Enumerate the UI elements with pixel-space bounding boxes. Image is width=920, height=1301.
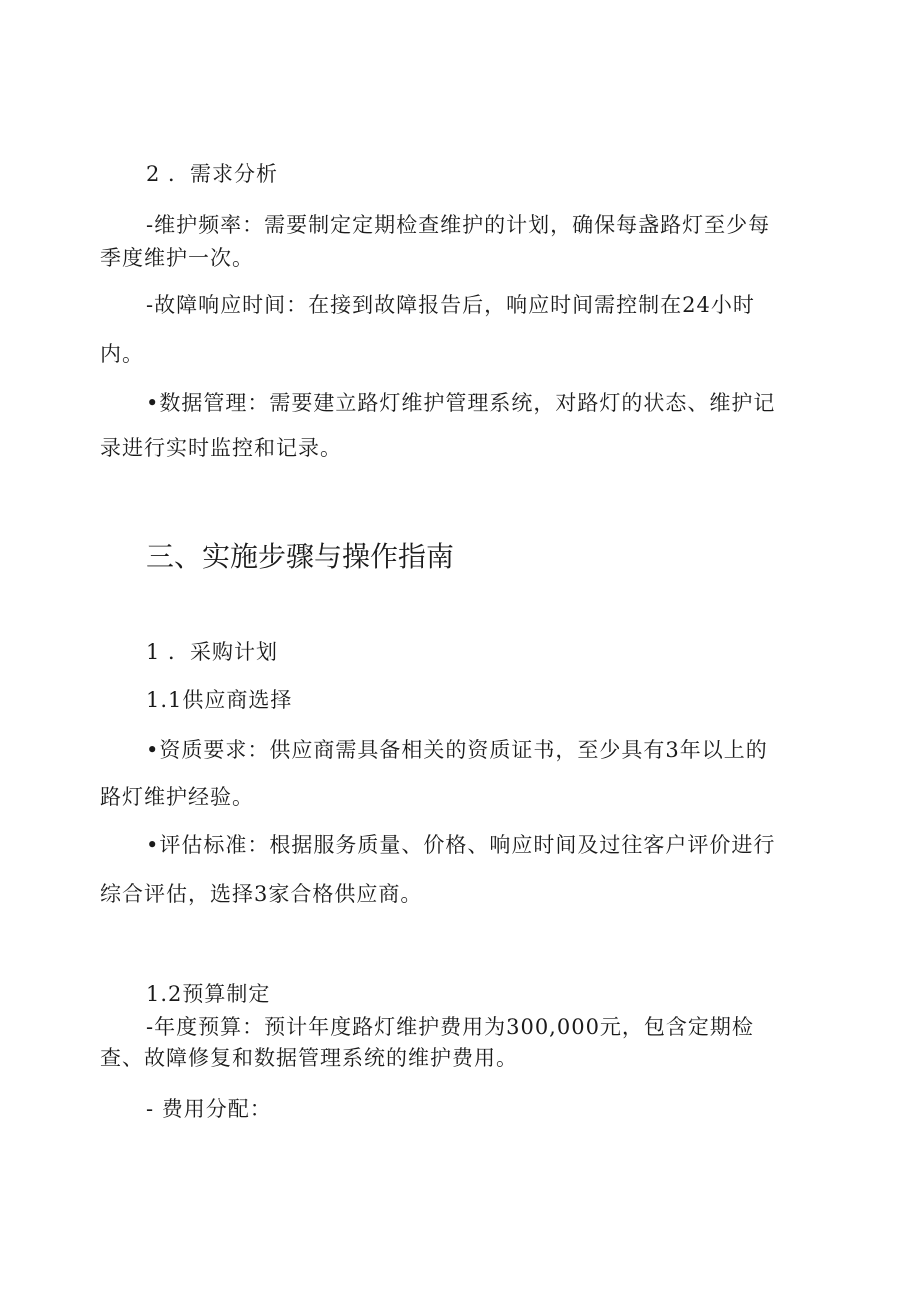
paragraph-annual-budget-line1: -年度预算：预计年度路灯维护费用为300,000元，包含定期检: [146, 1015, 754, 1039]
paragraph-annual-budget-line2: 查、故障修复和数据管理系统的维护费用。: [100, 1046, 518, 1070]
paragraph-evaluation-line2: 综合评估，选择3家合格供应商。: [100, 882, 423, 906]
paragraph-response-time-line1: -故障响应时间：在接到故障报告后，响应时间需控制在24小时: [146, 293, 755, 317]
paragraph-maintenance-frequency-line2: 季度维护一次。: [100, 246, 254, 270]
subsection-title-requirements: 2 ．需求分析: [146, 162, 279, 186]
subsection-title-budget: 1.2预算制定: [146, 982, 271, 1006]
paragraph-data-management-line2: 录进行实时监控和记录。: [100, 436, 342, 460]
paragraph-qualification-line1: •资质要求：供应商需具备相关的资质证书，至少具有3年以上的: [146, 738, 768, 762]
paragraph-data-management-line1: •数据管理：需要建立路灯维护管理系统，对路灯的状态、维护记: [146, 391, 776, 415]
section-heading-implementation: 三、实施步骤与操作指南: [146, 540, 455, 573]
subsection-title-purchase-plan: 1 ．采购计划: [146, 640, 279, 664]
paragraph-maintenance-frequency-line1: -维护频率：需要制定定期检查维护的计划，确保每盏路灯至少每: [146, 213, 771, 237]
paragraph-evaluation-line1: •评估标准：根据服务质量、价格、响应时间及过往客户评价进行: [146, 833, 776, 857]
paragraph-cost-allocation: - 费用分配：: [146, 1097, 272, 1121]
paragraph-response-time-line2: 内。: [100, 342, 144, 366]
subsection-title-supplier-selection: 1.1供应商选择: [146, 688, 293, 712]
paragraph-qualification-line2: 路灯维护经验。: [100, 785, 254, 809]
